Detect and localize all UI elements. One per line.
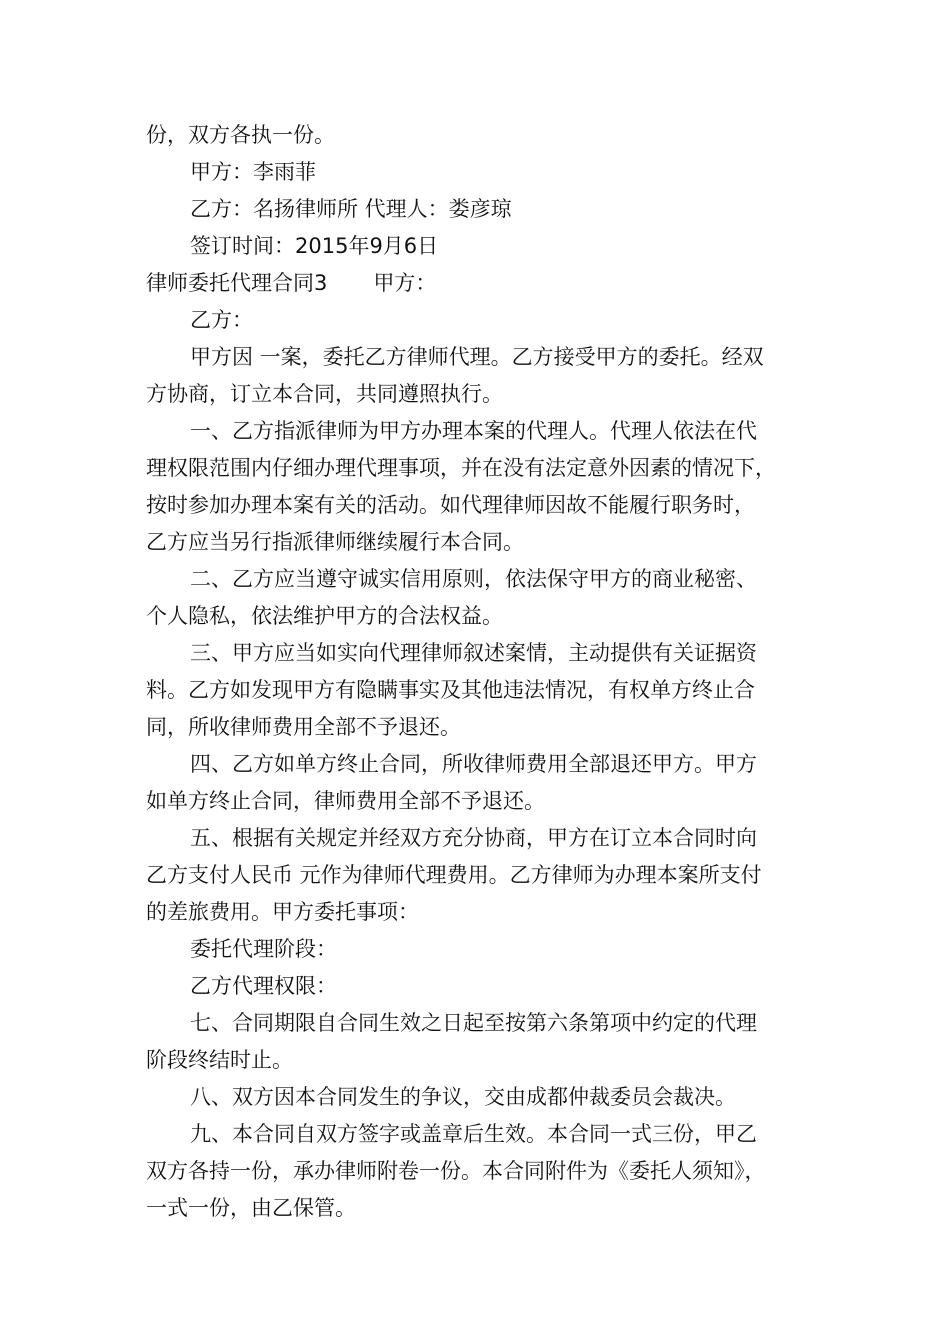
contract-title: 律师委托代理合同3 (146, 271, 328, 295)
clause-2-line: 个人隐私，依法维护甲方的合法权益。 (146, 604, 503, 628)
title-party-a-label: 甲方： (373, 271, 437, 295)
clause-8-line: 八、双方因本合同发生的争议，交由成都仲裁委员会裁决。 (190, 1085, 736, 1109)
agency-authority-line: 乙方代理权限： (190, 974, 337, 998)
clause-1-line: 一、乙方指派律师为甲方办理本案的代理人。代理人依法在代 (190, 419, 757, 443)
clause-7-line: 阶段终结时止。 (146, 1048, 293, 1072)
contract-title-line (146, 265, 816, 302)
clause-9-line: 双方各持一份，承办律师附卷一份。本合同附件为《委托人须知》， (146, 1159, 766, 1183)
clause-2-line: 二、乙方应当遵守诚实信用原则，依法保守甲方的商业秘密、 (190, 567, 757, 591)
clause-3-line: 三、甲方应当如实向代理律师叙述案情，主动提供有关证据资 (190, 641, 757, 665)
clause-3-line: 同，所收律师费用全部不予退还。 (146, 715, 461, 739)
document-body (146, 117, 816, 1227)
party-b-label: 乙方： (190, 308, 253, 332)
clause-1-line: 按时参加办理本案有关的活动。如代理律师因故不能履行职务时， (146, 493, 755, 517)
clause-9-line: 九、本合同自双方签字或盖章后生效。本合同一式三份，甲乙 (190, 1122, 757, 1146)
delegation-stage-line: 委托代理阶段： (190, 937, 337, 961)
party-b-line: 乙方：名扬律师所 代理人：娄彦琼 (190, 197, 512, 221)
text-line: 份，双方各执一份。 (146, 123, 335, 147)
clause-9-line: 一式一份，由乙保管。 (146, 1196, 356, 1220)
paragraph-line: 甲方因 一案，委托乙方律师代理。乙方接受甲方的委托。经双 (190, 345, 764, 369)
clause-5-line: 乙方支付人民币 元作为律师代理费用。乙方律师为办理本案所支付 (146, 863, 762, 887)
clause-4-line: 如单方终止合同，律师费用全部不予退还。 (146, 789, 545, 813)
party-a-line: 甲方：李雨菲 (190, 160, 316, 184)
clause-5-line: 的差旅费用。甲方委托事项： (146, 900, 419, 924)
clause-3-line: 料。乙方如发现甲方有隐瞒事实及其他违法情况，有权单方终止合 (146, 678, 755, 702)
signing-date-line: 签订时间：2015年9月6日 (190, 234, 439, 258)
clause-5-line: 五、根据有关规定并经双方充分协商，甲方在订立本合同时向 (190, 826, 757, 850)
clause-1-line: 乙方应当另行指派律师继续履行本合同。 (146, 530, 524, 554)
clause-4-line: 四、乙方如单方终止合同，所收律师费用全部退还甲方。甲方 (190, 752, 757, 776)
clause-1-line: 理权限范围内仔细办理代理事项，并在没有法定意外因素的情况下， (146, 456, 776, 480)
clause-7-line: 七、合同期限自合同生效之日起至按第六条第项中约定的代理 (190, 1011, 757, 1035)
paragraph-line: 方协商，订立本合同，共同遵照执行。 (146, 382, 503, 406)
